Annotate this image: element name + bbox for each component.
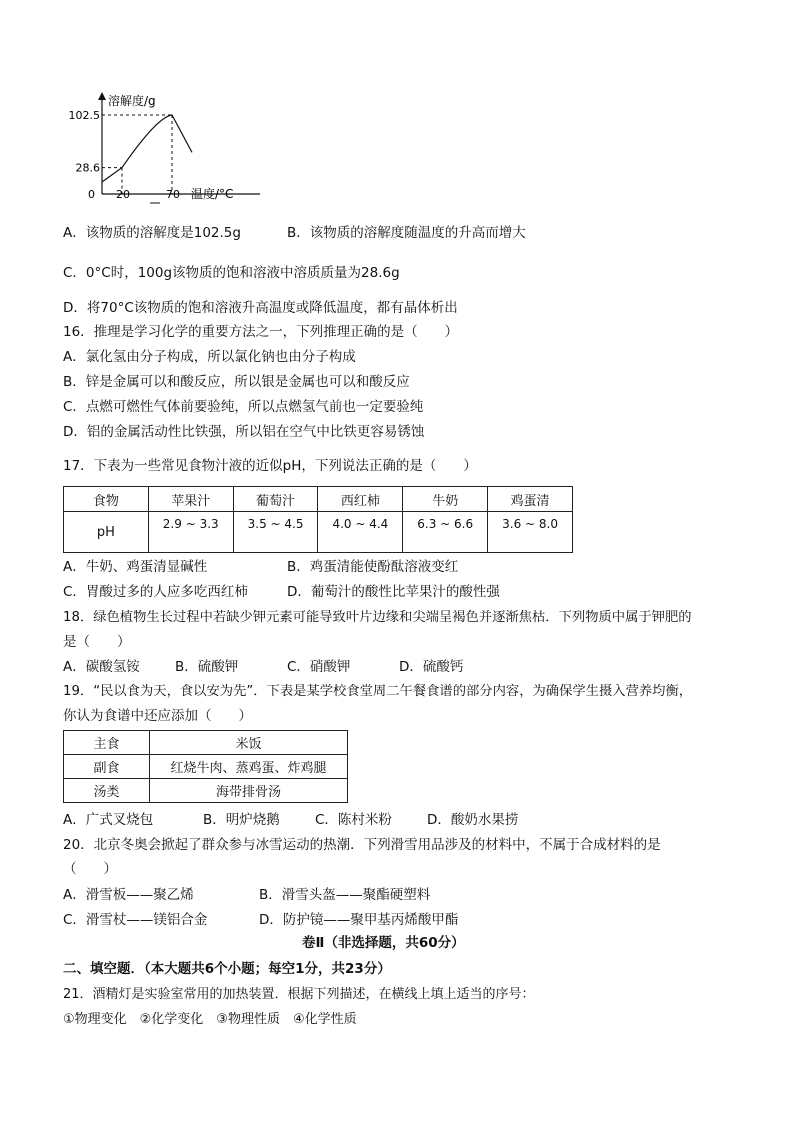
table-cell: 6.3 ~ 6.6 <box>403 512 488 553</box>
q16-option-d: D．铝的金属活动性比铁强，所以铝在空气中比铁更容易锈蚀 <box>63 424 425 440</box>
q17-option-d: D．葡萄汁的酸性比苹果汁的酸性强 <box>287 584 500 600</box>
q21-options: ①物理变化 ②化学变化 ③物理性质 ④化学性质 <box>63 1012 357 1027</box>
y-tick-label: 102.5 <box>68 109 100 122</box>
q20-option-d: D．防护镜——聚甲基丙烯酸甲酯 <box>259 912 459 928</box>
q17-option-a: A．牛奶、鸡蛋清显碱性 <box>63 559 208 575</box>
q15-option-d: D．将70°C该物质的饱和溶液升高温度或降低温度，都有晶体析出 <box>63 300 458 316</box>
q15-option-a: A．该物质的溶解度是102.5g <box>63 225 241 241</box>
table-cell: 4.0 ~ 4.4 <box>318 512 403 553</box>
q20-option-a: A．滑雪板——聚乙烯 <box>63 887 194 903</box>
y-axis-label: 溶解度/g <box>108 94 156 108</box>
q19-option-c: C．陈村米粉 <box>315 812 392 828</box>
y-tick-label: 28.6 <box>75 161 100 175</box>
q19-stem-line1: 19．“民以食为天，食以安为先”．下表是某学校食堂周二午餐食谱的部分内容，为确保学生摄入营养均衡， <box>63 684 693 699</box>
q20-stem-line2: （ ） <box>63 861 117 877</box>
q15-option-b: B．该物质的溶解度随温度的升高而增大 <box>287 225 526 241</box>
x-tick-label: 0 <box>88 188 95 201</box>
menu-table <box>63 730 348 803</box>
x-tick-label: 20 <box>116 188 130 201</box>
q18-option-c: C．硝酸钾 <box>287 659 351 675</box>
q15-option-c: C．0°C时，100g该物质的饱和溶液中溶质质量为28.6g <box>63 265 400 281</box>
q16-option-c: C．点燃可燃性气体前要验纯，所以点燃氢气前也一定要验纯 <box>63 399 424 415</box>
ph-table-header-row <box>64 487 573 512</box>
q18-stem-line1: 18．绿色植物生长过程中若缺少钾元素可能导致叶片边缘和尖端呈褐色并逐渐焦枯．下列物质中属于钾肥的 <box>63 610 692 625</box>
part2-title: 卷Ⅱ（非选择题，共60分） <box>302 935 465 951</box>
table-cell: 汤类 <box>64 779 150 803</box>
table-cell: 海带排骨汤 <box>150 779 348 803</box>
table-cell: 葡萄汁 <box>233 487 318 512</box>
section-heading: 二、填空题．（本大题共6个小题；每空1分，共23分） <box>63 961 391 977</box>
q19-option-a: A．广式叉烧包 <box>63 812 154 828</box>
table-cell: 主食 <box>64 731 150 755</box>
q16-option-b: B．锌是金属可以和酸反应，所以银是金属也可以和酸反应 <box>63 374 410 390</box>
q21-stem: 21．酒精灯是实验室常用的加热装置．根据下列描述，在横线上填上适当的序号： <box>63 987 535 1002</box>
menu-table-row <box>64 779 348 803</box>
q16-stem: 16．推理是学习化学的重要方法之一，下列推理正确的是（ ） <box>63 324 459 340</box>
table-cell: pH <box>64 512 149 553</box>
menu-table-row <box>64 731 348 755</box>
table-cell: 鸡蛋清 <box>488 487 573 512</box>
solubility-chart <box>68 86 340 206</box>
q19-stem-line2: 你认为食谱中还应添加（ ） <box>63 708 252 724</box>
q20-stem-line1: 20．北京冬奥会掀起了群众参与冰雪运动的热潮．下列滑雪用品涉及的材料中，不属于合成材料的是 <box>63 837 661 853</box>
q18-option-b: B．硫酸钾 <box>175 659 239 675</box>
x-tick-label: 70 <box>166 188 180 201</box>
q17-option-b: B．鸡蛋清能使酚酞溶液变红 <box>287 559 459 575</box>
table-cell: 红烧牛肉、蒸鸡蛋、炸鸡腿 <box>150 755 348 779</box>
q19-option-b: B．明炉烧鹅 <box>203 812 280 828</box>
q19-option-d: D．酸奶水果捞 <box>427 812 519 828</box>
q18-option-a: A．碳酸氢铵 <box>63 659 140 675</box>
x-axis-label: 温度/°C <box>191 187 234 201</box>
ph-table-value-row <box>64 512 573 553</box>
y-axis-arrow-icon <box>98 92 106 100</box>
q18-option-d: D．硫酸钙 <box>399 659 464 675</box>
menu-table-row <box>64 755 348 779</box>
solubility-curve <box>102 115 192 182</box>
q16-option-a: A．氯化氢由分子构成，所以氯化钠也由分子构成 <box>63 349 356 365</box>
table-cell: 3.6 ~ 8.0 <box>488 512 573 553</box>
table-cell: 苹果汁 <box>148 487 233 512</box>
table-cell: 3.5 ~ 4.5 <box>233 512 318 553</box>
ph-table <box>63 486 573 553</box>
table-cell: 牛奶 <box>403 487 488 512</box>
q18-stem-line2: 是（ ） <box>63 634 131 650</box>
q17-stem: 17．下表为一些常见食物汁液的近似pH，下列说法正确的是（ ） <box>63 458 477 474</box>
table-cell: 食物 <box>64 487 149 512</box>
q20-option-b: B．滑雪头盔——聚酯硬塑料 <box>259 887 431 903</box>
table-cell: 2.9 ~ 3.3 <box>148 512 233 553</box>
table-cell: 西红柿 <box>318 487 403 512</box>
q17-option-c: C．胃酸过多的人应多吃西红柿 <box>63 584 248 600</box>
table-cell: 副食 <box>64 755 150 779</box>
table-cell: 米饭 <box>150 731 348 755</box>
q20-option-c: C．滑雪杖——镁铝合金 <box>63 912 208 928</box>
